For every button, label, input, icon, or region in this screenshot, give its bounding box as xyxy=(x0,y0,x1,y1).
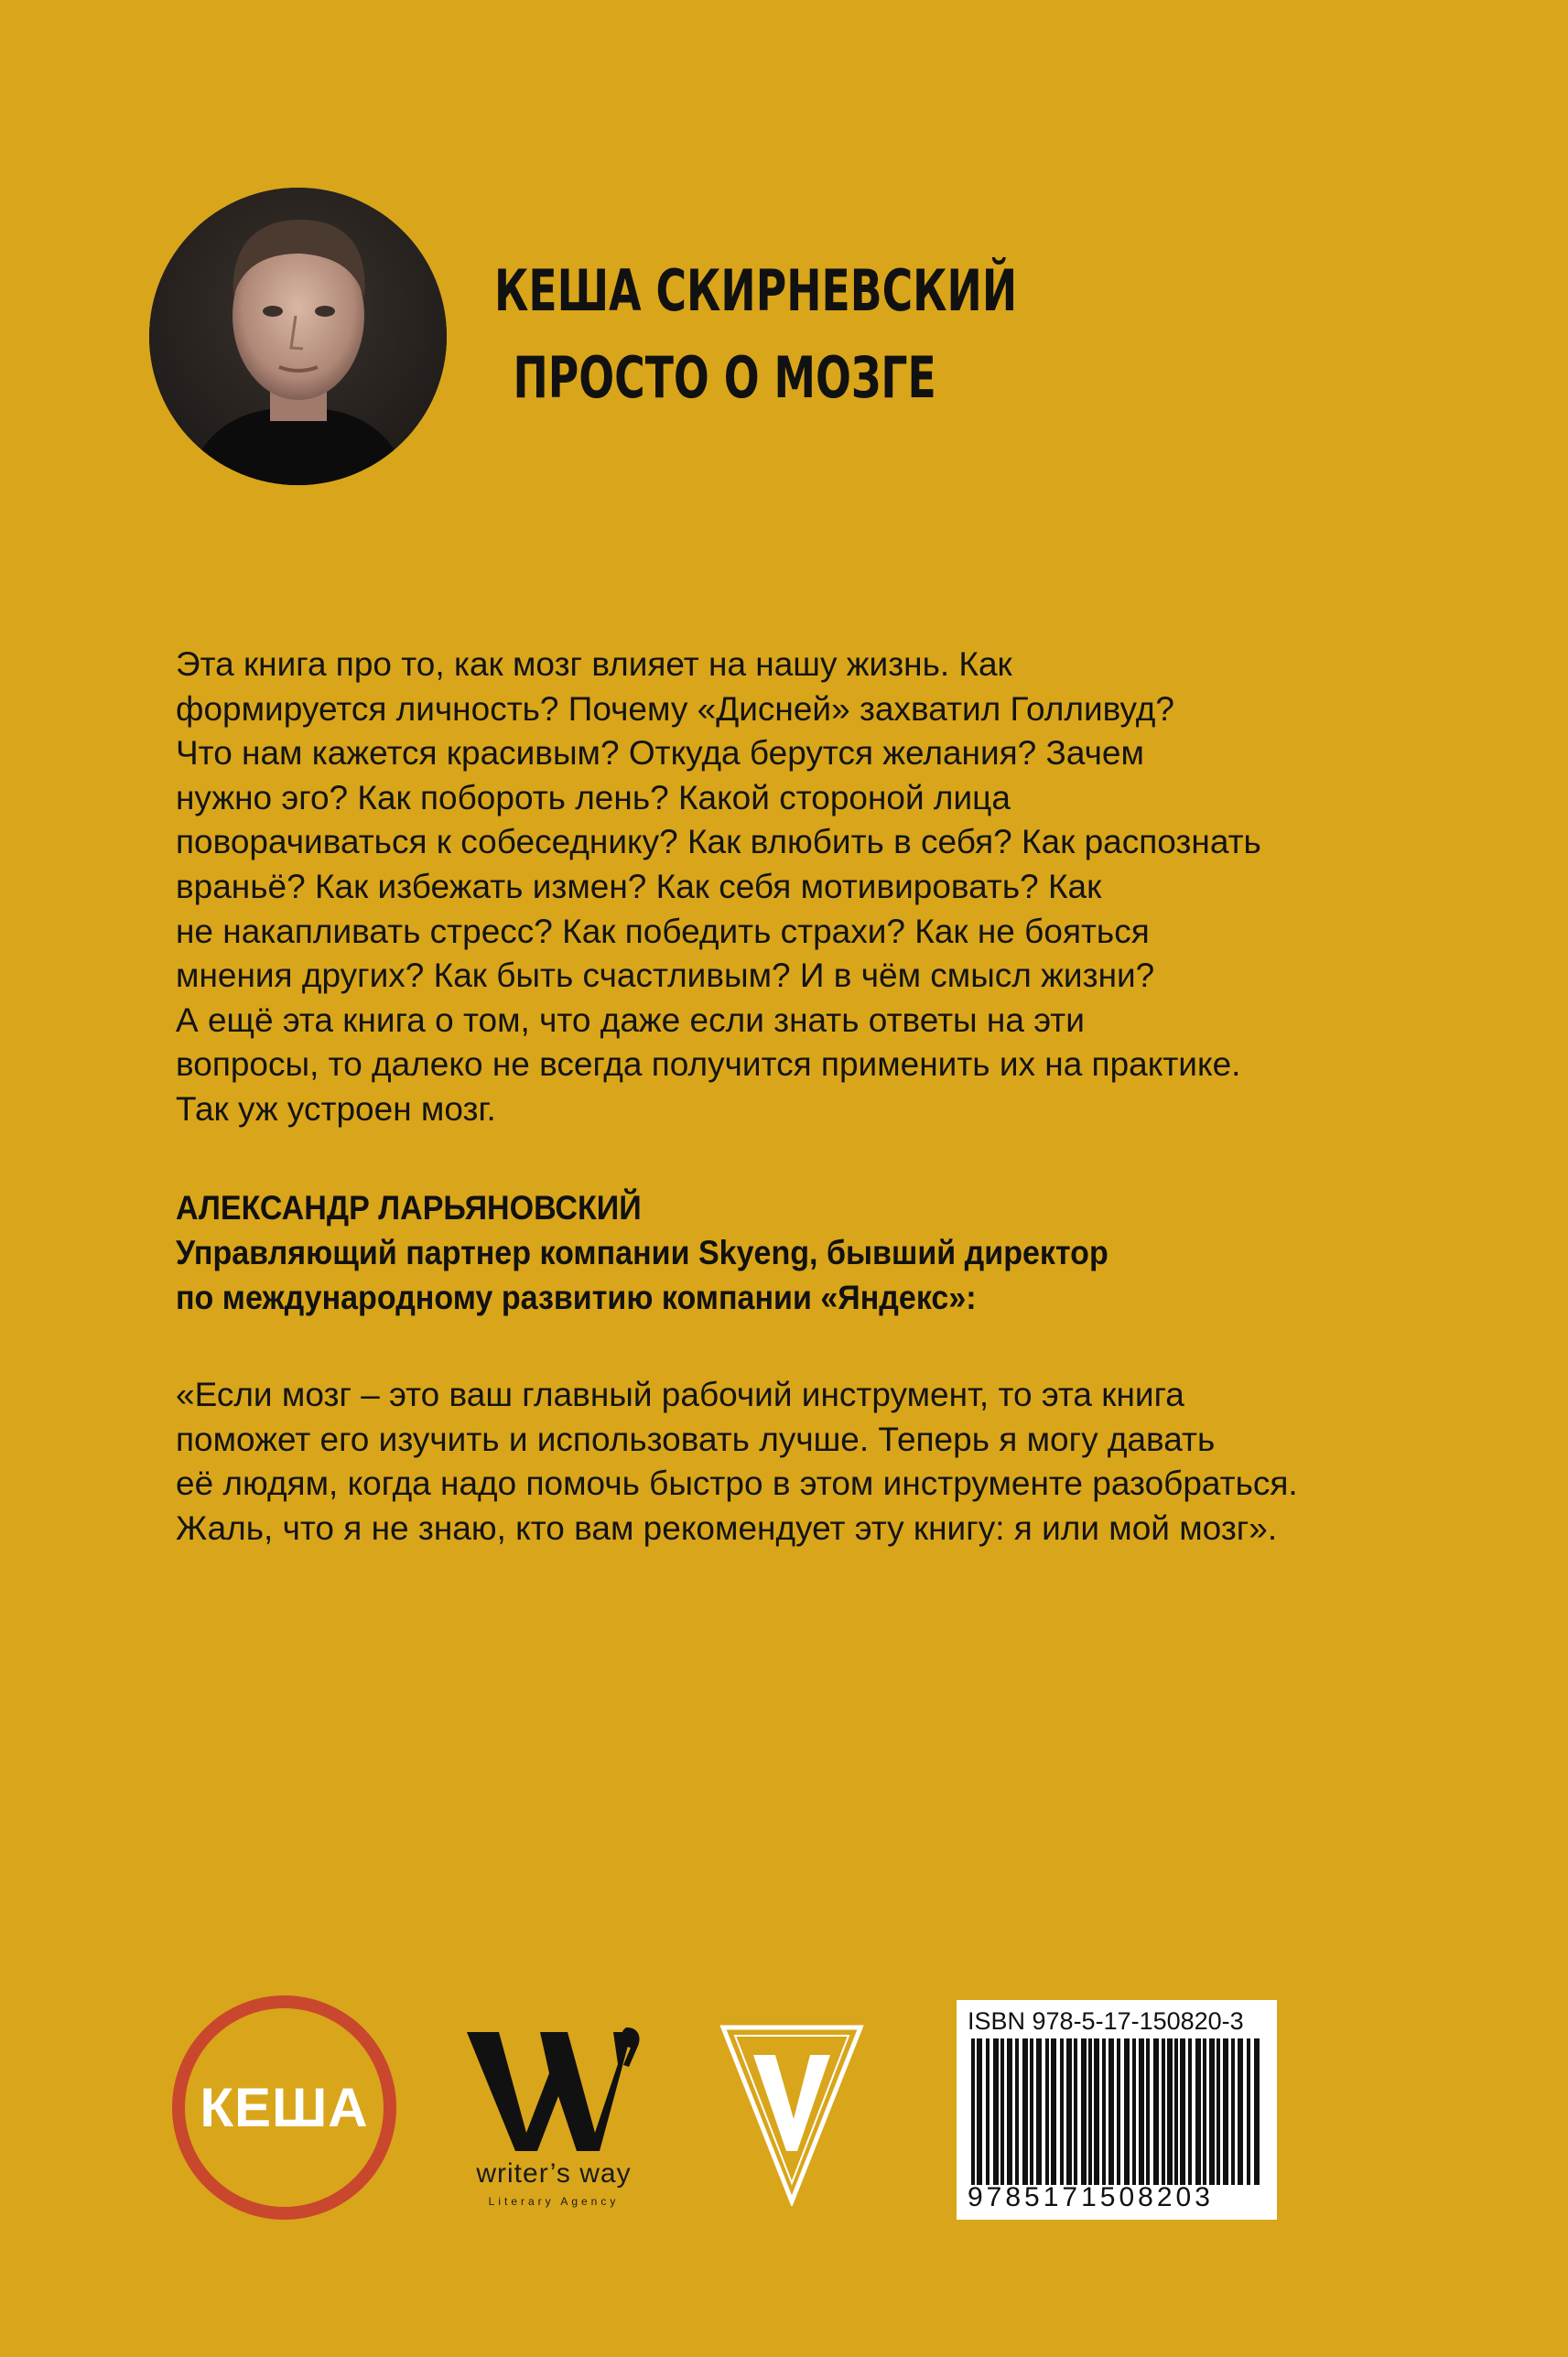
barcode-bar xyxy=(1045,2038,1049,2185)
quote-line: её людям, когда надо помочь быстро в этом инструменте разобраться. xyxy=(176,1465,1298,1503)
barcode-bar xyxy=(1153,2038,1159,2185)
barcode-bar xyxy=(1254,2038,1260,2185)
barcode-bar xyxy=(1030,2038,1033,2185)
barcode-bars-icon xyxy=(968,2038,1266,2185)
description-line: Что нам кажется красивым? Откуда берутся желания? Зачем xyxy=(176,734,1144,773)
v-triangle-icon xyxy=(719,2023,865,2206)
barcode-bar xyxy=(1088,2038,1092,2185)
writers-way-subtitle: Literary Agency xyxy=(488,2195,620,2208)
book-description xyxy=(176,643,1302,1132)
description-line: Эта книга про то, как мозг влияет на нашу жизнь. Как xyxy=(176,645,1012,683)
barcode-bar xyxy=(1203,2038,1206,2185)
barcode-bar xyxy=(986,2038,989,2185)
barcode-bar xyxy=(1015,2038,1019,2185)
barcode-bar xyxy=(1036,2038,1042,2185)
description-line: вопросы, то далеко не всегда получится применить их на практике. xyxy=(176,1045,1241,1084)
barcode-bar xyxy=(1066,2038,1072,2185)
kesha-logo-text: КЕША xyxy=(200,2077,369,2138)
description-line: Так уж устроен мозг. xyxy=(176,1089,496,1128)
barcode-bar xyxy=(971,2038,975,2185)
barcode-bar xyxy=(1051,2038,1056,2185)
barcode-bar xyxy=(1188,2038,1192,2185)
endorser-block xyxy=(176,1185,1228,1320)
barcode-bar xyxy=(1209,2038,1215,2185)
barcode-bar xyxy=(1074,2038,1077,2185)
barcode-bar xyxy=(1162,2038,1165,2185)
barcode-bar xyxy=(1108,2038,1114,2185)
barcode-bar xyxy=(1223,2038,1228,2185)
barcode-bar xyxy=(993,2038,999,2185)
quote-line: Жаль, что я не знаю, кто вам рекомендует эту книгу: я или мой мозг». xyxy=(176,1508,1278,1547)
publisher-v-logo xyxy=(719,2023,865,2206)
barcode-bar xyxy=(1132,2038,1136,2185)
barcode-bar xyxy=(1174,2038,1178,2185)
writers-way-name: writer’s way xyxy=(476,2158,632,2189)
description-line: враньё? Как избежать измен? Как себя мотивировать? Как xyxy=(176,867,1102,905)
barcode-bar xyxy=(1060,2038,1064,2185)
endorser-name: АЛЕКСАНДР ЛАРЬЯНОВСКИЙ xyxy=(176,1189,642,1227)
writers-way-logo xyxy=(439,2023,687,2215)
barcode-bar xyxy=(1167,2038,1173,2185)
isbn-text: ISBN 978-5-17-150820-3 xyxy=(968,2007,1244,2035)
author-name-title: КЕША СКИРНЕВСКИЙ xyxy=(494,257,1018,324)
barcode-bar xyxy=(1139,2038,1144,2185)
barcode-bar xyxy=(1117,2038,1120,2185)
barcode-bar xyxy=(1217,2038,1220,2185)
endorser-role-line: по международному развитию компании «Яндекс»: xyxy=(176,1279,977,1316)
barcode-bar xyxy=(1102,2038,1106,2185)
description-line: А ещё эта книга о том, что даже если знать ответы на эти xyxy=(176,1000,1085,1039)
description-line: мнения других? Как быть счастливым? И в чём смысл жизни? xyxy=(176,957,1155,995)
book-name-title: ПРОСТО О МОЗГЕ xyxy=(513,344,936,411)
book-title xyxy=(494,247,1017,421)
barcode-bar xyxy=(1007,2038,1012,2185)
endorser-role-line: Управляющий партнер компании Skyeng, бывший директор xyxy=(176,1234,1108,1271)
barcode-bar xyxy=(1094,2038,1099,2185)
barcode-bar xyxy=(1238,2038,1243,2185)
kesha-logo xyxy=(172,1995,396,2220)
endorsement-quote xyxy=(176,1373,1302,1551)
barcode-bar xyxy=(977,2038,982,2185)
quote-line: поможет его изучить и использовать лучше. Теперь я могу давать xyxy=(176,1420,1216,1458)
barcode-bar xyxy=(1247,2038,1250,2185)
barcode-bar xyxy=(1231,2038,1235,2185)
barcode-bar xyxy=(1124,2038,1130,2185)
description-line: формируется личность? Почему «Дисней» захватил Голливуд? xyxy=(176,689,1174,728)
barcode-bar xyxy=(1180,2038,1185,2185)
description-line: не накапливать стресс? Как победить страхи? Как не бояться xyxy=(176,912,1150,950)
quote-line: «Если мозг – это ваш главный рабочий инструмент, то эта книга xyxy=(176,1376,1184,1413)
barcode-bar xyxy=(1000,2038,1004,2185)
writers-way-w-icon xyxy=(462,2023,645,2160)
barcode-bar xyxy=(1146,2038,1150,2185)
author-photo-icon xyxy=(149,188,447,485)
barcode-bar xyxy=(1081,2038,1087,2185)
isbn-barcode xyxy=(957,2000,1277,2220)
description-line: нужно эго? Как побороть лень? Какой стороной лица xyxy=(176,778,1011,816)
barcode-bar xyxy=(1195,2038,1201,2185)
description-line: поворачиваться к собеседнику? Как влюбить в себя? Как распознать xyxy=(176,823,1261,861)
barcode-digits: 9785171508203 xyxy=(968,2182,1214,2212)
author-portrait xyxy=(149,188,447,485)
barcode-bar xyxy=(1022,2038,1028,2185)
